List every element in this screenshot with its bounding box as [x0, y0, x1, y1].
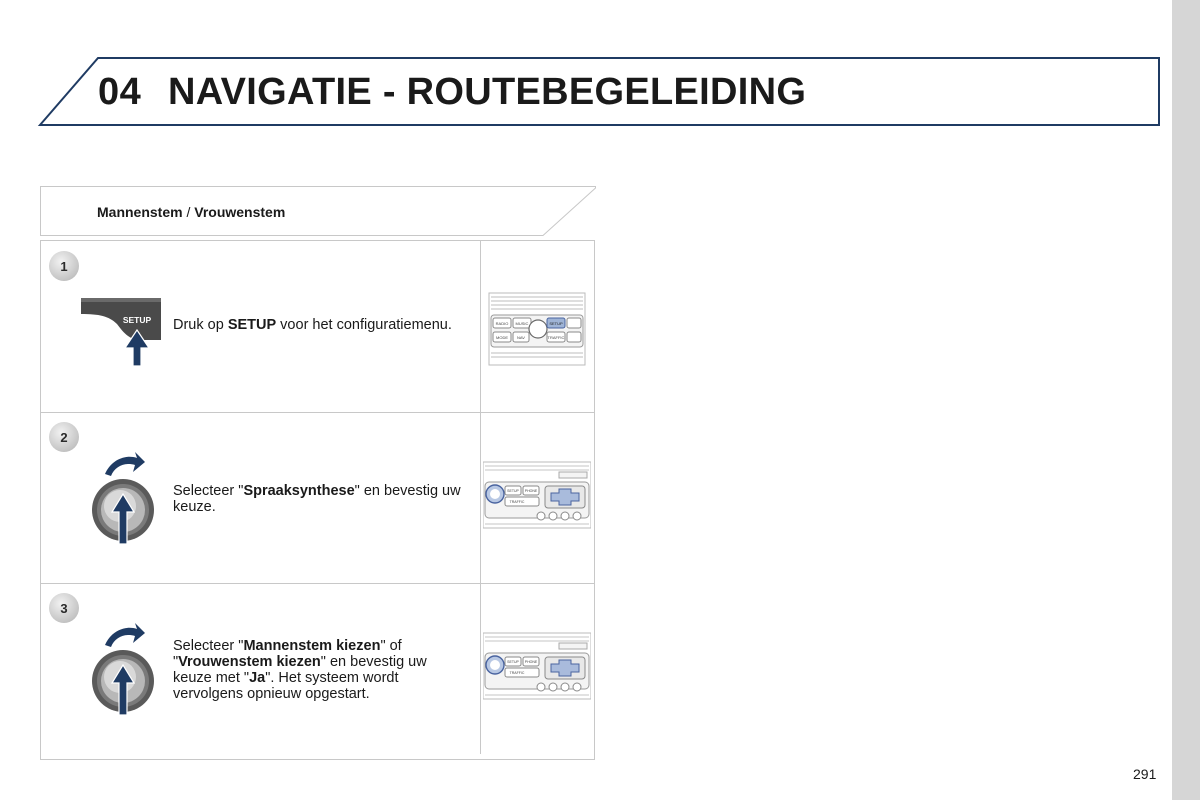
- thumb-label: TRAFFIC: [509, 500, 525, 504]
- chapter-title: NAVIGATIE - ROUTEBEGELEIDING: [168, 71, 807, 113]
- rotary-knob-icon: [89, 448, 161, 548]
- thumb-label: NAV: [517, 335, 525, 340]
- page-number: 291: [1133, 766, 1157, 782]
- step-divider: [480, 412, 481, 583]
- step-number-badge: 1: [49, 251, 79, 281]
- thumb-label: SETUP: [507, 489, 519, 493]
- chapter-header-frame: [0, 0, 1170, 140]
- text-run: voor het configuratiemenu.: [276, 317, 452, 333]
- text-run: Druk op: [173, 317, 228, 333]
- steps-table: [40, 240, 595, 760]
- section-title: [97, 204, 285, 220]
- chapter-number: 04: [98, 71, 142, 113]
- rotary-knob-icon: [89, 619, 161, 719]
- thumb-label: MUSIC: [515, 321, 529, 326]
- setup-button-icon: [79, 296, 163, 368]
- thumb-label: PHONE: [524, 489, 538, 493]
- text-run-bold: Spraaksynthese: [243, 483, 355, 499]
- step-3: [41, 583, 594, 754]
- radio-panel-knob-thumbnail: [483, 631, 591, 703]
- setup-icon-label: SETUP: [122, 315, 152, 325]
- thumb-label: PHONE: [524, 660, 538, 664]
- text-run: ". Het systeem wordt vervolgens opnieuw opgestart.: [173, 670, 399, 702]
- text-run: " en bevestig uw keuze met ": [173, 654, 427, 686]
- section-title-male: Mannenstem: [97, 204, 183, 220]
- text-run: Selecteer ": [173, 483, 244, 499]
- radio-panel-setup-thumbnail: [483, 289, 591, 369]
- step-1: [41, 241, 594, 413]
- radio-panel-knob-thumbnail: [483, 460, 591, 532]
- step-number-badge: 3: [49, 593, 79, 623]
- thumb-label: SETUP: [549, 321, 563, 326]
- step-divider: [480, 583, 481, 754]
- step-2-instruction: [173, 483, 463, 515]
- text-run-bold: Vrouwenstem kiezen: [178, 654, 321, 670]
- section-title-separator: /: [182, 204, 195, 220]
- thumb-label: TRAFFIC: [547, 335, 565, 340]
- step-divider: [480, 241, 481, 412]
- step-2: [41, 412, 594, 584]
- thumb-label: MODE: [496, 335, 508, 340]
- thumb-label: TRAFFIC: [509, 671, 525, 675]
- page-edge-bar: [1172, 0, 1200, 800]
- section-heading-box: [40, 186, 596, 236]
- step-3-instruction: [173, 638, 458, 702]
- section-title-female: Vrouwenstem: [194, 204, 286, 220]
- text-run: " of ": [173, 638, 402, 670]
- text-run-bold: SETUP: [227, 317, 277, 333]
- step-number-badge: 2: [49, 422, 79, 452]
- step-1-instruction: [173, 317, 463, 333]
- text-run: Selecteer ": [173, 638, 244, 654]
- thumb-label: RADIO: [495, 321, 509, 326]
- chapter-header: [0, 0, 1170, 140]
- text-run: " en bevestig uw keuze.: [173, 483, 461, 515]
- text-run-bold: Ja: [249, 670, 266, 686]
- thumb-label: SETUP: [507, 660, 519, 664]
- text-run-bold: Mannenstem kiezen: [243, 638, 381, 654]
